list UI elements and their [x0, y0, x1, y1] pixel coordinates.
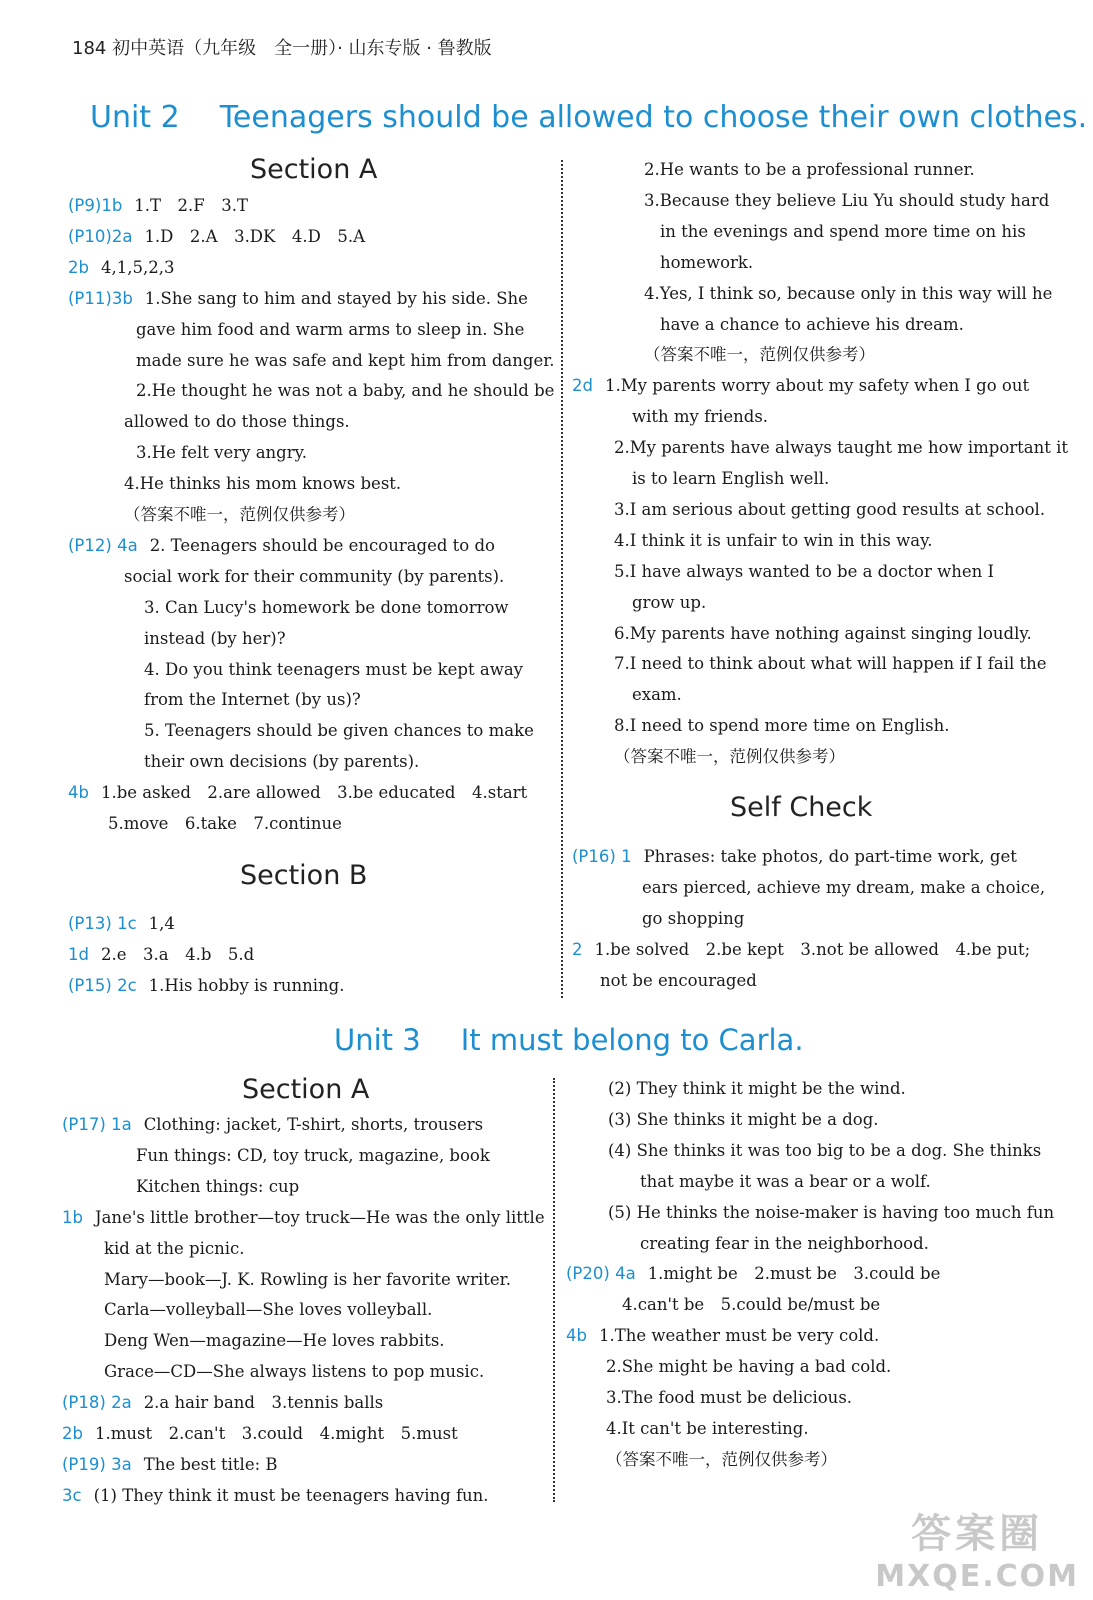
u2-right-line [572, 375, 1029, 397]
unit3-title [334, 1023, 804, 1057]
answer-text: go shopping [642, 909, 745, 928]
u3-right-line [622, 1294, 880, 1316]
answer-text: 3. Can Lucy's homework be done tomorrow [144, 598, 509, 617]
answer-text: Deng Wen—magazine—He loves rabbits. [104, 1331, 445, 1350]
answer-text: 4.can't be 5.could be/must be [622, 1295, 881, 1314]
answer-text: 3.Because they believe Liu Yu should study hard [644, 191, 1050, 210]
answer-text: allowed to do those things. [124, 412, 350, 431]
u3-left-line [104, 1299, 432, 1321]
unit3-number: Unit 3 [334, 1023, 421, 1057]
u2-left-line [144, 720, 534, 742]
u2-right-line [614, 653, 1047, 675]
u2-left-line [144, 628, 286, 650]
u2-right-sc-line [572, 939, 1030, 961]
answer-text: from the Internet (by us)? [144, 690, 361, 709]
question-tag: 2d [572, 376, 593, 395]
u3-left-line [62, 1423, 458, 1445]
u3-left-line [136, 1176, 299, 1198]
u2-self-check-heading: Self Check [730, 792, 873, 823]
answer-text: their own decisions (by parents). [144, 752, 420, 771]
question-tag: (P17) 1a [62, 1115, 132, 1134]
answer-text: creating fear in the neighborhood. [640, 1234, 929, 1253]
u2-left-line [144, 689, 361, 711]
u2-right-sc-line [572, 846, 1017, 868]
answer-text: 1.must 2.can't 3.could 4.might 5.must [94, 1424, 458, 1443]
answer-text: (5) He thinks the noise-maker is having too much fun [608, 1203, 1055, 1222]
u2-left-line [68, 195, 248, 217]
answer-text: kid at the picnic. [104, 1239, 245, 1258]
u2-right-line [644, 283, 1052, 305]
unit2-name: Teenagers should be allowed to choose their own clothes. [219, 100, 1088, 135]
answer-text: 5.I have always wanted to be a doctor when I [614, 562, 994, 581]
question-tag: 2 [572, 940, 583, 959]
u2-left-line [136, 380, 554, 402]
answer-text: （答案不唯一，范例仅供参考） [614, 747, 845, 766]
question-tag: 2b [68, 258, 89, 277]
answer-text: 4.He thinks his mom knows best. [124, 474, 402, 493]
u2-left-line [68, 535, 495, 557]
question-tag: 1d [68, 945, 89, 964]
answer-text: with my friends. [632, 407, 769, 426]
u2-right-line [614, 623, 1032, 645]
answer-text: ears pierced, achieve my dream, make a choice, [642, 878, 1046, 897]
answer-text: （答案不唯一，范例仅供参考） [606, 1450, 837, 1469]
question-tag: 1b [62, 1208, 83, 1227]
u2-left-line [124, 504, 355, 526]
answer-text: Kitchen things: cup [136, 1177, 300, 1196]
question-tag: (P20) 4a [566, 1264, 636, 1283]
u3-right-line [640, 1171, 931, 1193]
answer-text: instead (by her)? [144, 629, 286, 648]
u3-right-line [606, 1449, 837, 1471]
answer-text: Phrases: take photos, do part-time work, get [643, 847, 1017, 866]
u2-left-b-line [68, 975, 344, 997]
answer-text: Jane's little brother—toy truck—He was the only little [94, 1208, 545, 1227]
answer-text: Grace—CD—She always listens to pop music. [104, 1362, 485, 1381]
u2-column-divider [561, 160, 563, 998]
u3-left-line [104, 1361, 484, 1383]
question-tag: (P10)2a [68, 227, 133, 246]
answer-text: 3.I am serious about getting good results at school. [614, 500, 1046, 519]
question-tag: (P15) 2c [68, 976, 137, 995]
question-tag: (P11)3b [68, 289, 133, 308]
u3-left-line [62, 1114, 483, 1136]
u3-right-line [608, 1078, 906, 1100]
watermark-line1: 答案圈 [911, 1511, 1044, 1557]
answer-text: grow up. [632, 593, 707, 612]
answer-text: 2. Teenagers should be encouraged to do [149, 536, 495, 555]
u2-left-line [108, 813, 342, 835]
u2-left-line [136, 319, 524, 341]
answer-text: 1.She sang to him and stayed by his side. She [144, 289, 528, 308]
u2-left-line [124, 411, 350, 433]
answer-text: 2.My parents have always taught me how important it [614, 438, 1069, 457]
u2-right-line [644, 159, 975, 181]
answer-text: social work for their community (by parents). [124, 567, 505, 586]
answer-text: 2.e 3.a 4.b 5.d [100, 945, 255, 964]
u3-right-line [608, 1109, 879, 1131]
answer-text: (4) She thinks it was too big to be a dog. She thinks [608, 1141, 1042, 1160]
answer-text: (2) They think it might be the wind. [608, 1079, 906, 1098]
answer-text: that maybe it was a bear or a wolf. [640, 1172, 931, 1191]
u2-left-line [144, 659, 523, 681]
u2-right-sc-line [600, 970, 757, 992]
answer-text: （答案不唯一，范例仅供参考） [644, 345, 875, 364]
answer-text: 2.He wants to be a professional runner. [644, 160, 975, 179]
answer-text: 4,1,5,2,3 [100, 258, 175, 277]
answer-text: 1.T 2.F 3.T [134, 196, 248, 215]
answer-text: 8.I need to spend more time on English. [614, 716, 950, 735]
answer-text: 4. Do you think teenagers must be kept away [144, 660, 523, 679]
u3-column-divider [553, 1078, 555, 1502]
u2-right-line [614, 530, 932, 552]
answer-text: 1.be asked 2.are allowed 3.be educated 4.start [100, 783, 528, 802]
u2-right-line [614, 437, 1068, 459]
u2-left-line [68, 226, 365, 248]
answer-text: 1,4 [148, 914, 175, 933]
u3-right-line [606, 1387, 852, 1409]
u3-right-line [566, 1263, 940, 1285]
answer-text: 2.She might be having a bad cold. [606, 1357, 892, 1376]
u2-right-line [614, 561, 994, 583]
answer-text: （答案不唯一，范例仅供参考） [124, 505, 355, 524]
u2-right-line [644, 190, 1049, 212]
u3-left-line [136, 1145, 490, 1167]
u3-left-line [104, 1238, 245, 1260]
question-tag: (P16) 1 [572, 847, 632, 866]
answer-text: 2.a hair band 3.tennis balls [143, 1393, 384, 1412]
answer-text: gave him food and warm arms to sleep in. She [136, 320, 525, 339]
u3-left-line [104, 1269, 511, 1291]
answer-text: (1) They think it must be teenagers having fun. [93, 1486, 489, 1505]
u3-left-line [104, 1330, 445, 1352]
u2-right-line [660, 221, 1026, 243]
u2-left-line [124, 473, 401, 495]
u2-left-line [144, 751, 419, 773]
unit2-title [90, 100, 1087, 135]
u2-left-line [124, 566, 504, 588]
question-tag: 4b [68, 783, 89, 802]
answer-text: have a chance to achieve his dream. [660, 315, 964, 334]
question-tag: (P18) 2a [62, 1393, 132, 1412]
watermark-logo [875, 1502, 1079, 1594]
answer-text: 3.The food must be delicious. [606, 1388, 853, 1407]
u2-right-line [632, 406, 768, 428]
answer-text: 3.He felt very angry. [136, 443, 307, 462]
answer-text: 7.I need to think about what will happen if I fail the [614, 654, 1047, 673]
u3-left-line [62, 1207, 545, 1229]
answer-text: 6.My parents have nothing against singing loudly. [614, 624, 1032, 643]
watermark-line2: MXQE.COM [875, 1559, 1079, 1594]
page-header: 184 初中英语（九年级 全一册）· 山东专版 · 鲁教版 [72, 38, 492, 59]
u2-right-sc-line [642, 877, 1045, 899]
answer-text: is to learn English well. [632, 469, 830, 488]
u2-left-b-line [68, 913, 175, 935]
u3-right-line [640, 1233, 929, 1255]
u2-left-line [68, 288, 528, 310]
u2-right-line [632, 684, 682, 706]
u3-right-line [606, 1356, 891, 1378]
answer-text: (3) She thinks it might be a dog. [608, 1110, 879, 1129]
question-tag: (P9)1b [68, 196, 123, 215]
answer-text: 1.D 2.A 3.DK 4.D 5.A [144, 227, 365, 246]
u2-right-line [632, 592, 706, 614]
answer-text: Fun things: CD, toy truck, magazine, book [136, 1146, 490, 1165]
question-tag: 2b [62, 1424, 83, 1443]
u2-left-b-line [68, 944, 254, 966]
u2-left-line [68, 782, 527, 804]
answer-text: 1.The weather must be very cold. [598, 1326, 880, 1345]
u2-section-b-heading: Section B [240, 860, 368, 891]
answer-text: Clothing: jacket, T-shirt, shorts, trousers [143, 1115, 484, 1134]
u2-left-line [68, 257, 174, 279]
u2-right-line [614, 499, 1045, 521]
answer-text: 4.Yes, I think so, because only in this way will he [644, 284, 1053, 303]
u2-section-a-heading: Section A [250, 154, 378, 185]
unit2-number: Unit 2 [90, 100, 180, 135]
answer-text: 2.He thought he was not a baby, and he should be [136, 381, 555, 400]
u3-left-line [62, 1454, 278, 1476]
u3-right-line [566, 1325, 879, 1347]
answer-text: 5.move 6.take 7.continue [108, 814, 342, 833]
question-tag: 3c [62, 1486, 82, 1505]
u2-right-sc-line [642, 908, 744, 930]
u2-right-line [632, 468, 829, 490]
answer-text: 1.His hobby is running. [148, 976, 345, 995]
u2-left-line [136, 442, 307, 464]
u2-left-line [144, 597, 509, 619]
u3-left-line [62, 1392, 383, 1414]
answer-text: homework. [660, 253, 754, 272]
answer-text: exam. [632, 685, 682, 704]
question-tag: 4b [566, 1326, 587, 1345]
u2-right-line [660, 252, 753, 274]
answer-text: The best title: B [143, 1455, 278, 1474]
u3-right-line [606, 1418, 809, 1440]
question-tag: (P13) 1c [68, 914, 137, 933]
answer-text: 1.might be 2.must be 3.could be [647, 1264, 941, 1283]
answer-text: 4.It can't be interesting. [606, 1419, 809, 1438]
unit3-name: It must belong to Carla. [460, 1023, 804, 1057]
u2-left-line [136, 350, 555, 372]
answer-text: in the evenings and spend more time on his [660, 222, 1026, 241]
answer-text: 1.My parents worry about my safety when I go out [604, 376, 1030, 395]
answer-text: 1.be solved 2.be kept 3.not be allowed 4.be put; [594, 940, 1031, 959]
answer-text: Carla—volleyball—She loves volleyball. [104, 1300, 433, 1319]
question-tag: (P19) 3a [62, 1455, 132, 1474]
u3-right-line [608, 1202, 1054, 1224]
answer-text: Mary—book—J. K. Rowling is her favorite writer. [104, 1270, 511, 1289]
answer-text: made sure he was safe and kept him from danger. [136, 351, 555, 370]
answer-text: 5. Teenagers should be given chances to make [144, 721, 534, 740]
answer-text: 4.I think it is unfair to win in this way. [614, 531, 933, 550]
question-tag: (P12) 4a [68, 536, 138, 555]
answer-text: not be encouraged [600, 971, 757, 990]
u3-right-line [608, 1140, 1041, 1162]
u2-right-line [614, 746, 845, 768]
u3-section-a-heading: Section A [242, 1074, 370, 1105]
u2-right-line [614, 715, 949, 737]
u2-right-line [644, 344, 875, 366]
u3-left-line [62, 1485, 489, 1507]
u2-right-line [660, 314, 964, 336]
